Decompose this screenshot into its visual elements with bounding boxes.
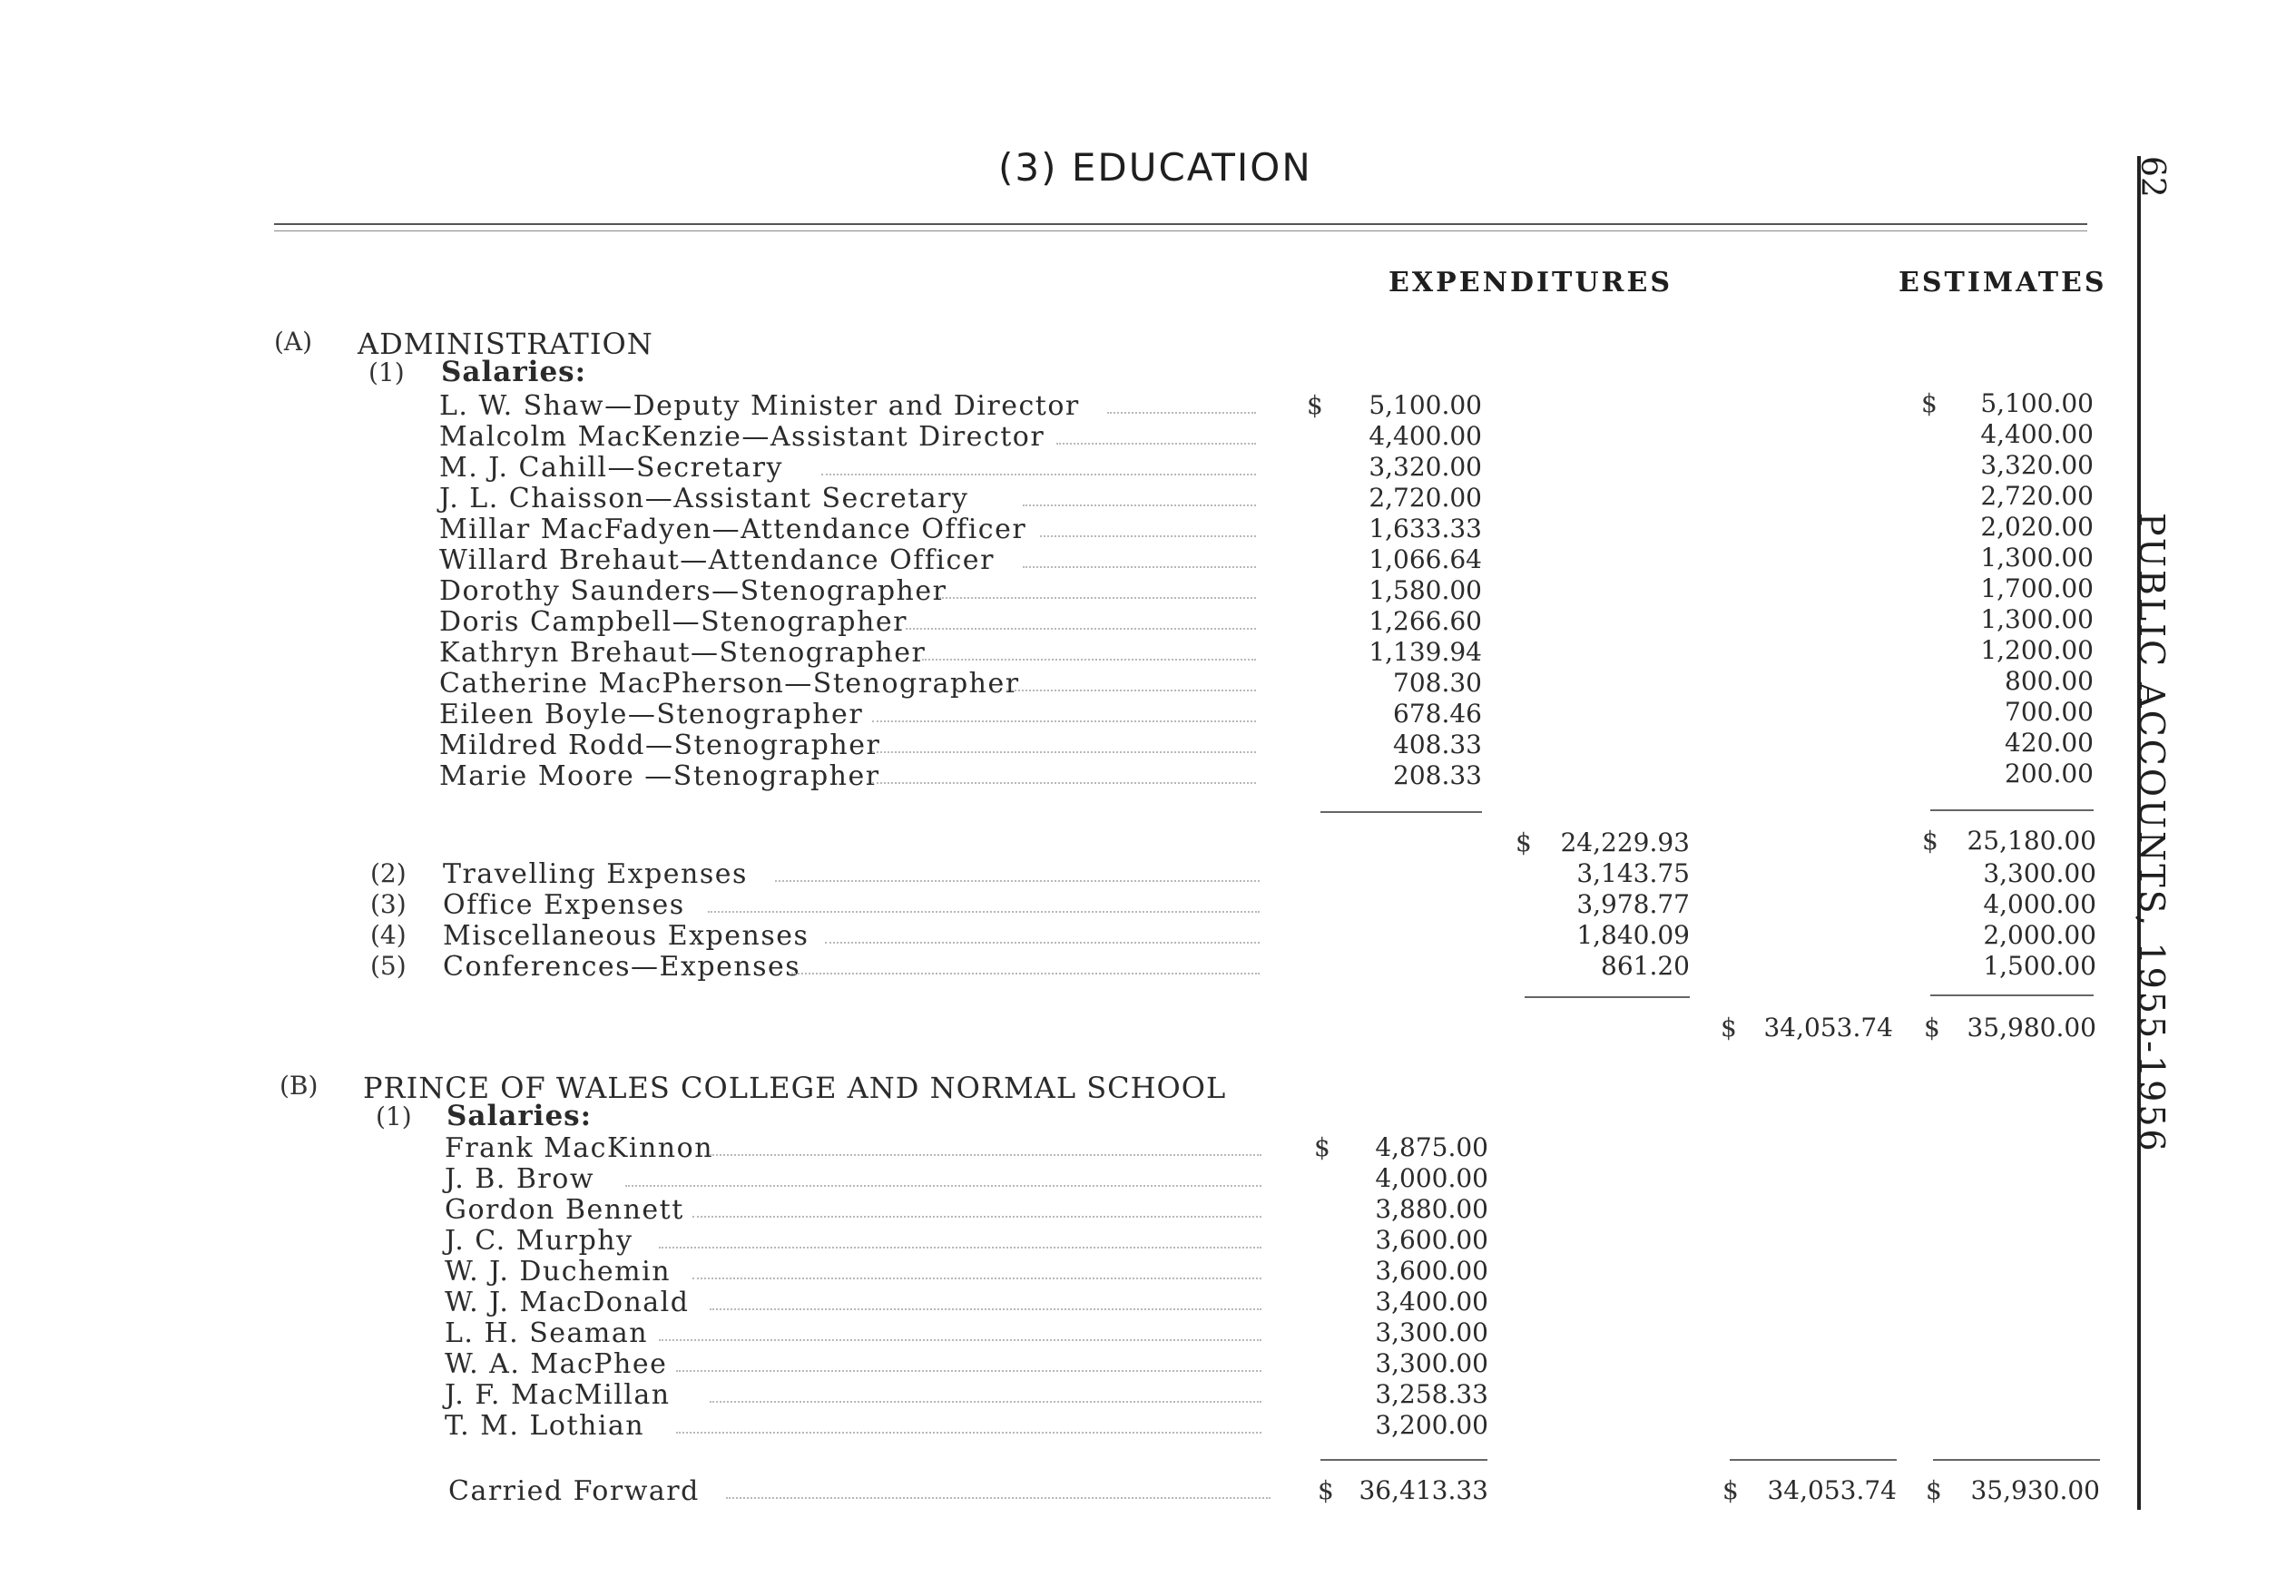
employee-name: T. M. Lothian — [445, 1410, 645, 1442]
employee-name: Catherine MacPherson—Stenographer — [439, 668, 1020, 700]
salary-row — [439, 575, 1274, 606]
employee-name: Gordon Bennett — [445, 1194, 684, 1226]
expense-name: Travelling Expenses — [443, 858, 748, 890]
carried-rule-expenditure — [1730, 1459, 1897, 1461]
expense-expenditure: 1,840.09 — [1576, 920, 1690, 950]
salary-expenditure: 678.46 — [1393, 699, 1482, 729]
employee-name: W. J. Duchemin — [445, 1256, 672, 1288]
salary-row — [439, 637, 1274, 668]
dot-leader — [676, 1370, 1262, 1372]
employee-name: J. B. Brow — [445, 1163, 595, 1195]
salary-estimate: 200.00 — [2005, 759, 2094, 788]
currency-sign: $ — [1318, 1475, 1334, 1505]
salary-estimate: 3,320.00 — [1980, 450, 2094, 480]
dot-leader — [625, 1185, 1261, 1187]
salary-expenditure: 1,580.00 — [1369, 575, 1482, 605]
salary-row — [445, 1287, 1280, 1317]
section-a-salaries-marker: (1) — [368, 357, 405, 387]
salary-estimate: 4,400.00 — [1980, 419, 2094, 449]
salary-estimate: 5,100.00 — [1980, 388, 2094, 418]
salary-expenditure: 3,258.33 — [1375, 1379, 1488, 1409]
carried-forward-label: Carried Forward — [448, 1475, 700, 1507]
employee-name: Kathryn Brehaut—Stenographer — [439, 637, 927, 669]
salary-row — [445, 1317, 1280, 1348]
expense-estimate: 2,000.00 — [1983, 920, 2096, 950]
expense-row — [443, 889, 1278, 920]
salary-expenditure: 3,400.00 — [1375, 1287, 1488, 1317]
employee-name: Malcolm MacKenzie—Assistant Director — [439, 421, 1045, 453]
carried-rule-salaries — [1320, 1459, 1487, 1461]
dot-leader — [939, 597, 1257, 599]
dot-leader — [1040, 535, 1257, 537]
expense-estimate: 3,300.00 — [1983, 858, 2096, 888]
dot-leader — [659, 1247, 1261, 1248]
employee-name: J. F. MacMillan — [445, 1379, 671, 1411]
section-b-marker: (B) — [280, 1071, 319, 1101]
employee-name: Mildred Rodd—Stenographer — [439, 729, 881, 761]
salary-expenditure: 2,720.00 — [1369, 483, 1482, 513]
salary-row — [439, 760, 1274, 791]
dot-leader — [708, 911, 1261, 913]
salary-row — [445, 1256, 1280, 1287]
salary-expenditure: 408.33 — [1393, 729, 1482, 759]
subtotal-rule-expenditure — [1320, 811, 1482, 813]
currency-sign: $ — [1307, 390, 1323, 420]
dot-leader — [775, 880, 1261, 882]
running-title: PUBLIC ACCOUNTS, 1955-1956 — [2132, 513, 2172, 1154]
salary-estimate: 1,700.00 — [1980, 573, 2094, 603]
employee-name: W. J. MacDonald — [445, 1287, 690, 1318]
column-header-expenditures: EXPENDITURES — [1388, 267, 1673, 299]
employee-name: L. H. Seaman — [445, 1317, 649, 1349]
carried-forward-salaries: 36,413.33 — [1359, 1475, 1488, 1505]
dot-leader — [692, 1278, 1261, 1279]
dot-leader — [791, 973, 1260, 974]
salary-expenditure: 1,139.94 — [1369, 637, 1482, 667]
expense-estimate: 1,500.00 — [1983, 951, 2096, 981]
section-b-salaries-label: Salaries: — [446, 1100, 593, 1132]
employee-name: Marie Moore —Stenographer — [439, 760, 880, 792]
salary-row — [439, 668, 1274, 699]
carried-forward-expenditure: 34,053.74 — [1767, 1475, 1897, 1505]
salary-row — [445, 1132, 1280, 1163]
currency-sign: $ — [1921, 388, 1938, 418]
dot-leader — [872, 751, 1257, 753]
expense-name: Conferences—Expenses — [443, 951, 801, 983]
employee-name: M. J. Cahill—Secretary — [439, 452, 783, 484]
expense-name: Office Expenses — [443, 889, 685, 921]
salaries-subtotal-expenditure: 24,229.93 — [1560, 827, 1690, 857]
currency-sign: $ — [1922, 826, 1938, 856]
expense-estimate: 4,000.00 — [1983, 889, 2096, 919]
salary-row — [439, 483, 1274, 514]
dot-leader — [825, 942, 1260, 944]
salary-row — [439, 729, 1274, 760]
salary-estimate: 1,200.00 — [1980, 635, 2094, 665]
salary-row — [439, 452, 1274, 483]
dot-leader — [710, 1154, 1262, 1156]
salary-expenditure: 3,320.00 — [1369, 452, 1482, 482]
employee-name: Doris Campbell—Stenographer — [439, 606, 908, 638]
dot-leader — [692, 1216, 1261, 1218]
dot-leader — [1023, 504, 1256, 506]
subtotal-rule-estimate — [1930, 809, 2094, 811]
salary-expenditure: 3,300.00 — [1375, 1317, 1488, 1347]
currency-sign: $ — [1924, 1013, 1940, 1043]
salary-expenditure: 4,400.00 — [1369, 421, 1482, 451]
employee-name: Frank MacKinnon — [445, 1132, 714, 1164]
employee-name: Dorothy Saunders—Stenographer — [439, 575, 947, 607]
salary-expenditure: 5,100.00 — [1369, 390, 1482, 420]
dot-leader — [922, 659, 1256, 661]
expense-row — [443, 951, 1278, 982]
section-b-salaries-marker: (1) — [376, 1102, 412, 1131]
salary-expenditure: 3,880.00 — [1375, 1194, 1488, 1224]
salary-row — [445, 1379, 1280, 1410]
salary-row — [439, 514, 1274, 544]
salary-expenditure: 3,600.00 — [1375, 1225, 1488, 1255]
employee-name: Eileen Boyle—Stenographer — [439, 699, 864, 730]
expense-row — [443, 858, 1278, 889]
section-a-salaries-label: Salaries: — [441, 356, 587, 388]
dot-leader — [710, 1308, 1262, 1310]
header-rule — [274, 223, 2087, 225]
employee-name: L. W. Shaw—Deputy Minister and Director — [439, 390, 1080, 422]
salary-expenditure: 3,600.00 — [1375, 1256, 1488, 1286]
total-rule-estimate — [1930, 994, 2094, 996]
salary-estimate: 2,020.00 — [1980, 512, 2094, 542]
expense-row — [443, 920, 1278, 951]
salary-expenditure: 208.33 — [1393, 760, 1482, 790]
item-marker: (2) — [370, 858, 407, 888]
section-a-title: ADMINISTRATION — [358, 327, 653, 361]
salary-expenditure: 1,266.60 — [1369, 606, 1482, 636]
expense-expenditure: 3,978.77 — [1576, 889, 1690, 919]
salary-estimate: 420.00 — [2005, 728, 2094, 758]
dot-leader — [1056, 443, 1256, 445]
expense-name: Miscellaneous Expenses — [443, 920, 809, 952]
employee-name: Millar MacFadyen—Attendance Officer — [439, 514, 1027, 545]
dot-leader — [676, 1432, 1262, 1434]
salary-row — [445, 1348, 1280, 1379]
employee-name: J. L. Chaisson—Assistant Secretary — [439, 483, 969, 514]
page-title: (3) EDUCATION — [998, 145, 1312, 190]
currency-sign: $ — [1721, 1013, 1737, 1043]
salary-row — [445, 1225, 1280, 1256]
carried-forward-row — [445, 1475, 1289, 1506]
employee-name: J. C. Murphy — [445, 1225, 633, 1257]
salaries-subtotal-estimate: 25,180.00 — [1967, 826, 2096, 856]
salary-row — [445, 1163, 1280, 1194]
section-a-total-expenditure: 34,053.74 — [1763, 1013, 1893, 1043]
column-header-estimates: ESTIMATES — [1899, 267, 2107, 299]
salary-expenditure: 708.30 — [1393, 668, 1482, 698]
dot-leader — [872, 782, 1257, 784]
employee-name: W. A. MacPhee — [445, 1348, 668, 1380]
dot-leader — [1023, 566, 1256, 568]
salary-expenditure: 3,200.00 — [1375, 1410, 1488, 1440]
dot-leader — [726, 1497, 1271, 1499]
section-a-marker: (A) — [274, 327, 313, 357]
salary-expenditure: 3,300.00 — [1375, 1348, 1488, 1378]
currency-sign: $ — [1314, 1132, 1330, 1162]
dot-leader — [1107, 412, 1257, 414]
salary-expenditure: 4,875.00 — [1375, 1132, 1488, 1162]
salary-estimate: 800.00 — [2005, 666, 2094, 696]
carried-rule-estimate — [1933, 1459, 2100, 1461]
total-rule-expenditure — [1525, 996, 1690, 998]
dot-leader — [821, 474, 1256, 475]
salary-estimate: 700.00 — [2005, 697, 2094, 727]
item-marker: (5) — [370, 951, 407, 981]
salary-estimate: 2,720.00 — [1980, 481, 2094, 511]
salary-expenditure: 1,633.33 — [1369, 514, 1482, 543]
salary-row — [439, 390, 1274, 421]
dot-leader — [1006, 690, 1257, 691]
page-number: 62 — [2134, 156, 2171, 198]
section-b-title: PRINCE OF WALES COLLEGE AND NORMAL SCHOOL — [363, 1071, 1227, 1105]
salary-estimate: 1,300.00 — [1980, 604, 2094, 634]
carried-forward-estimate: 35,930.00 — [1970, 1475, 2100, 1505]
dot-leader — [872, 720, 1257, 722]
salary-expenditure: 1,066.64 — [1369, 544, 1482, 574]
employee-name: Willard Brehaut—Attendance Officer — [439, 544, 995, 576]
currency-sign: $ — [1722, 1475, 1739, 1505]
item-marker: (4) — [370, 920, 407, 950]
header-rule-thin — [274, 230, 2087, 231]
currency-sign: $ — [1926, 1475, 1942, 1505]
dot-leader — [710, 1401, 1262, 1403]
expense-expenditure: 3,143.75 — [1576, 858, 1690, 888]
salary-estimate: 1,300.00 — [1980, 543, 2094, 573]
salary-expenditure: 4,000.00 — [1375, 1163, 1488, 1193]
salary-row — [439, 699, 1274, 729]
currency-sign: $ — [1516, 827, 1532, 857]
item-marker: (3) — [370, 889, 407, 919]
salary-row — [439, 606, 1274, 637]
salary-row — [439, 544, 1274, 575]
salary-row — [445, 1410, 1280, 1441]
dot-leader — [906, 628, 1257, 630]
section-a-total-estimate: 35,980.00 — [1967, 1013, 2096, 1043]
dot-leader — [659, 1339, 1261, 1341]
salary-row — [439, 421, 1274, 452]
expense-expenditure: 861.20 — [1601, 951, 1690, 981]
salary-row — [445, 1194, 1280, 1225]
